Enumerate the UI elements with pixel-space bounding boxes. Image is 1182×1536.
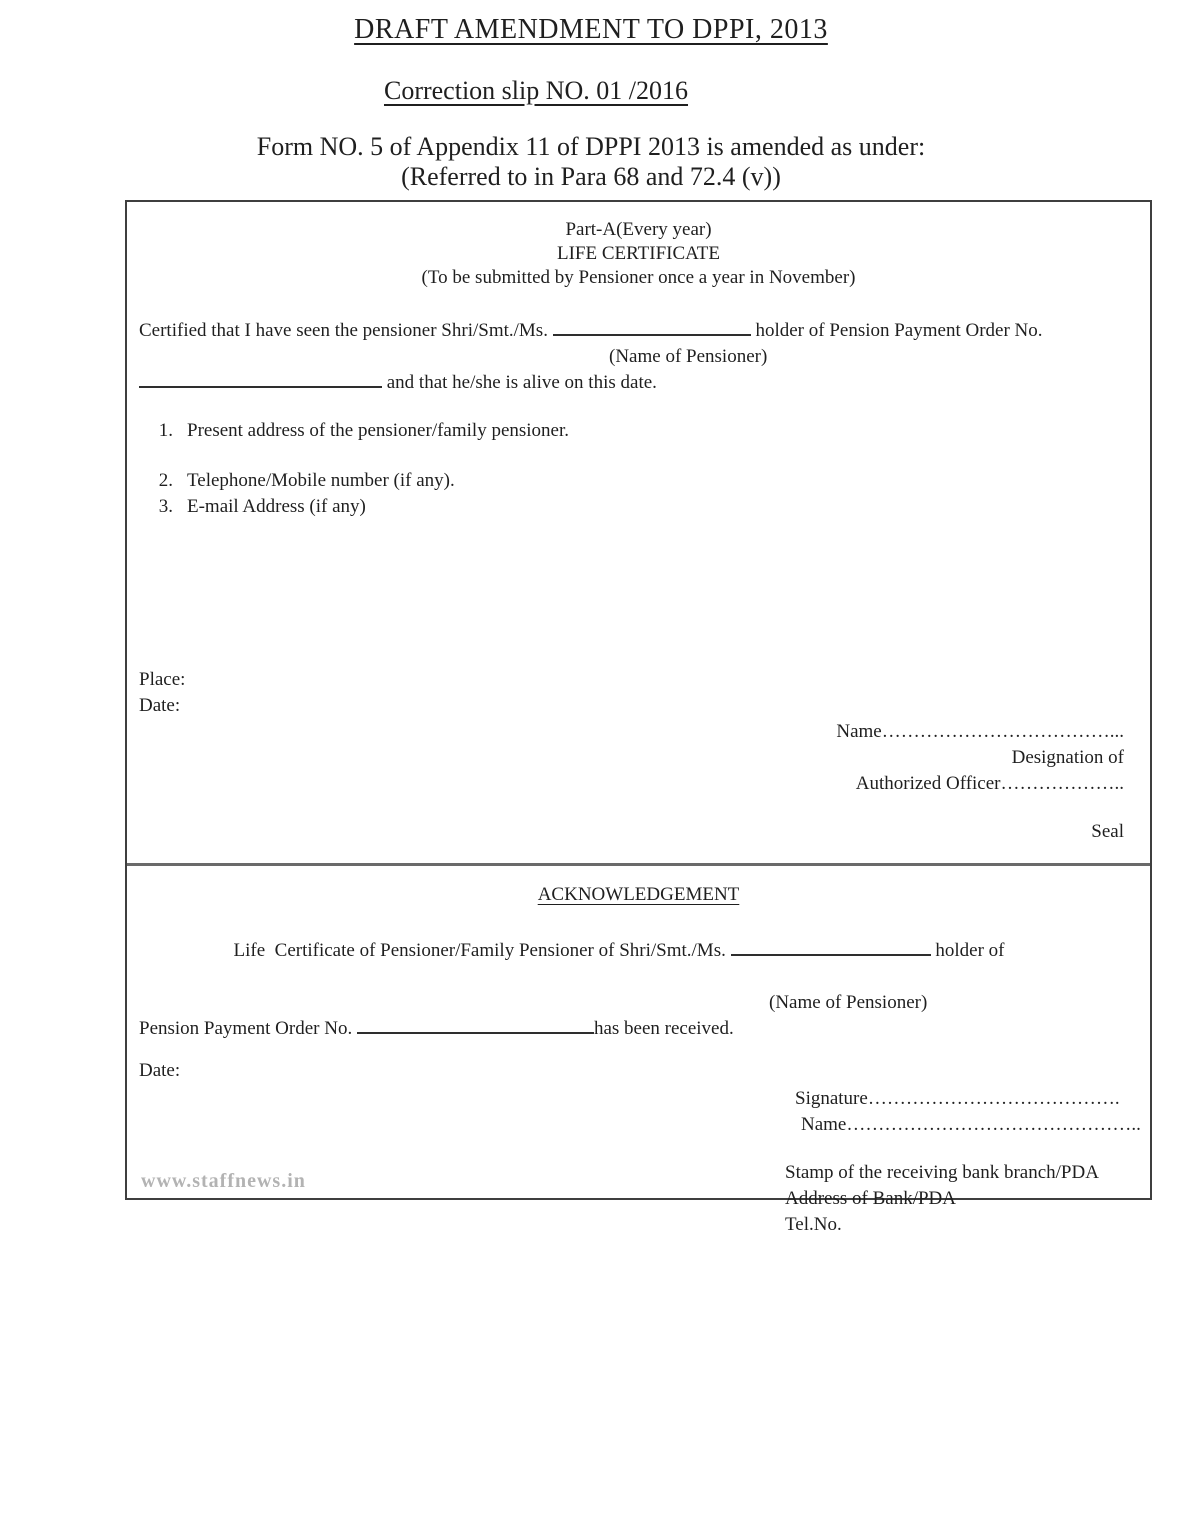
stamp-line: Stamp of the receiving bank branch/PDA — [785, 1162, 1099, 1183]
document-title: DRAFT AMENDMENT TO DPPI, 2013 — [354, 14, 828, 45]
list-item-present-address — [139, 418, 1138, 444]
ack-ppo-text-before: Pension Payment Order No. — [139, 1018, 357, 1039]
ack-text-before: Life Certificate of Pensioner/Family Pensioner of Shri/Smt./Ms. — [233, 940, 731, 961]
acknowledgement-line-1 — [205, 912, 1138, 990]
acknowledgement-heading: ACKNOWLEDGEMENT — [537, 884, 740, 905]
life-certificate-title: LIFE CERTIFICATE — [557, 243, 720, 264]
form-heading-group — [139, 218, 1138, 290]
ppo-number-blank — [139, 372, 382, 388]
place-date-group — [139, 667, 1138, 719]
officer-name-dotted-line: Name………………………………... — [836, 721, 1124, 742]
certify-line-2 — [139, 370, 1138, 396]
item-number: 3. — [158, 496, 173, 517]
ack-received-text: has been received. — [593, 1018, 734, 1039]
list-item-telephone — [139, 468, 1138, 494]
authorized-officer-block — [139, 719, 1138, 797]
item-text: E-mail Address (if any) — [187, 496, 366, 517]
item-text: Present address of the pensioner/family pensioner. — [187, 420, 570, 441]
designation-line-2: Authorized Officer……………….. — [855, 773, 1124, 794]
pensioner-name-blank — [553, 320, 751, 336]
correction-slip-heading: Correction slip NO. 01 /2016 — [383, 76, 689, 105]
item-number: 2. — [158, 470, 173, 491]
staffnews-watermark: www.staffnews.in — [141, 1170, 306, 1192]
ack-name-of-pensioner-caption: (Name of Pensioner) — [769, 992, 928, 1013]
alive-statement: and that he/she is alive on this date. — [386, 372, 657, 393]
section-divider — [127, 863, 1150, 866]
date-label: Date: — [139, 695, 181, 716]
reference-line: (Referred to in Para 68 and 72.4 (v)) — [401, 162, 781, 191]
signature-dotted-line: Signature…………………………………. — [795, 1088, 1120, 1109]
ack-pensioner-name-blank — [731, 940, 931, 956]
submission-note: (To be submitted by Pensioner once a year in November) — [421, 267, 856, 288]
certify-text-before: Certified that I have seen the pensioner Shri/Smt./Ms. — [139, 320, 548, 341]
seal-label: Seal — [1091, 821, 1124, 842]
ack-text-after: holder of — [930, 940, 1005, 961]
name-of-pensioner-caption: (Name of Pensioner) — [609, 346, 768, 367]
item-number: 1. — [158, 420, 173, 441]
receiver-name-dotted-line: Name……………………………………….. — [801, 1114, 1141, 1135]
receiver-signature-block — [795, 1086, 1141, 1138]
ack-ppo-number-blank — [357, 1018, 594, 1034]
certify-text-after: holder of Pension Payment Order No. — [755, 320, 1043, 341]
part-a-heading: Part-A(Every year) — [565, 219, 712, 240]
certify-line-1 — [139, 318, 1138, 344]
bank-stamp-block — [785, 1160, 1138, 1238]
tel-no-line: Tel.No. — [785, 1214, 842, 1235]
place-label: Place: — [139, 669, 186, 690]
designation-line-1: Designation of — [1011, 747, 1124, 768]
bank-address-line: Address of Bank/PDA — [785, 1188, 956, 1209]
ack-date-label: Date: — [139, 1060, 181, 1081]
amendment-line: Form NO. 5 of Appendix 11 of DPPI 2013 is amended as under: — [256, 132, 926, 161]
item-text: Telephone/Mobile number (if any). — [187, 470, 455, 491]
certification-paragraph — [139, 318, 1138, 396]
pensioner-detail-list — [139, 418, 1138, 520]
list-item-email — [139, 494, 1138, 520]
life-certificate-form-box — [125, 200, 1152, 1235]
acknowledgement-line-2 — [139, 1016, 1138, 1042]
